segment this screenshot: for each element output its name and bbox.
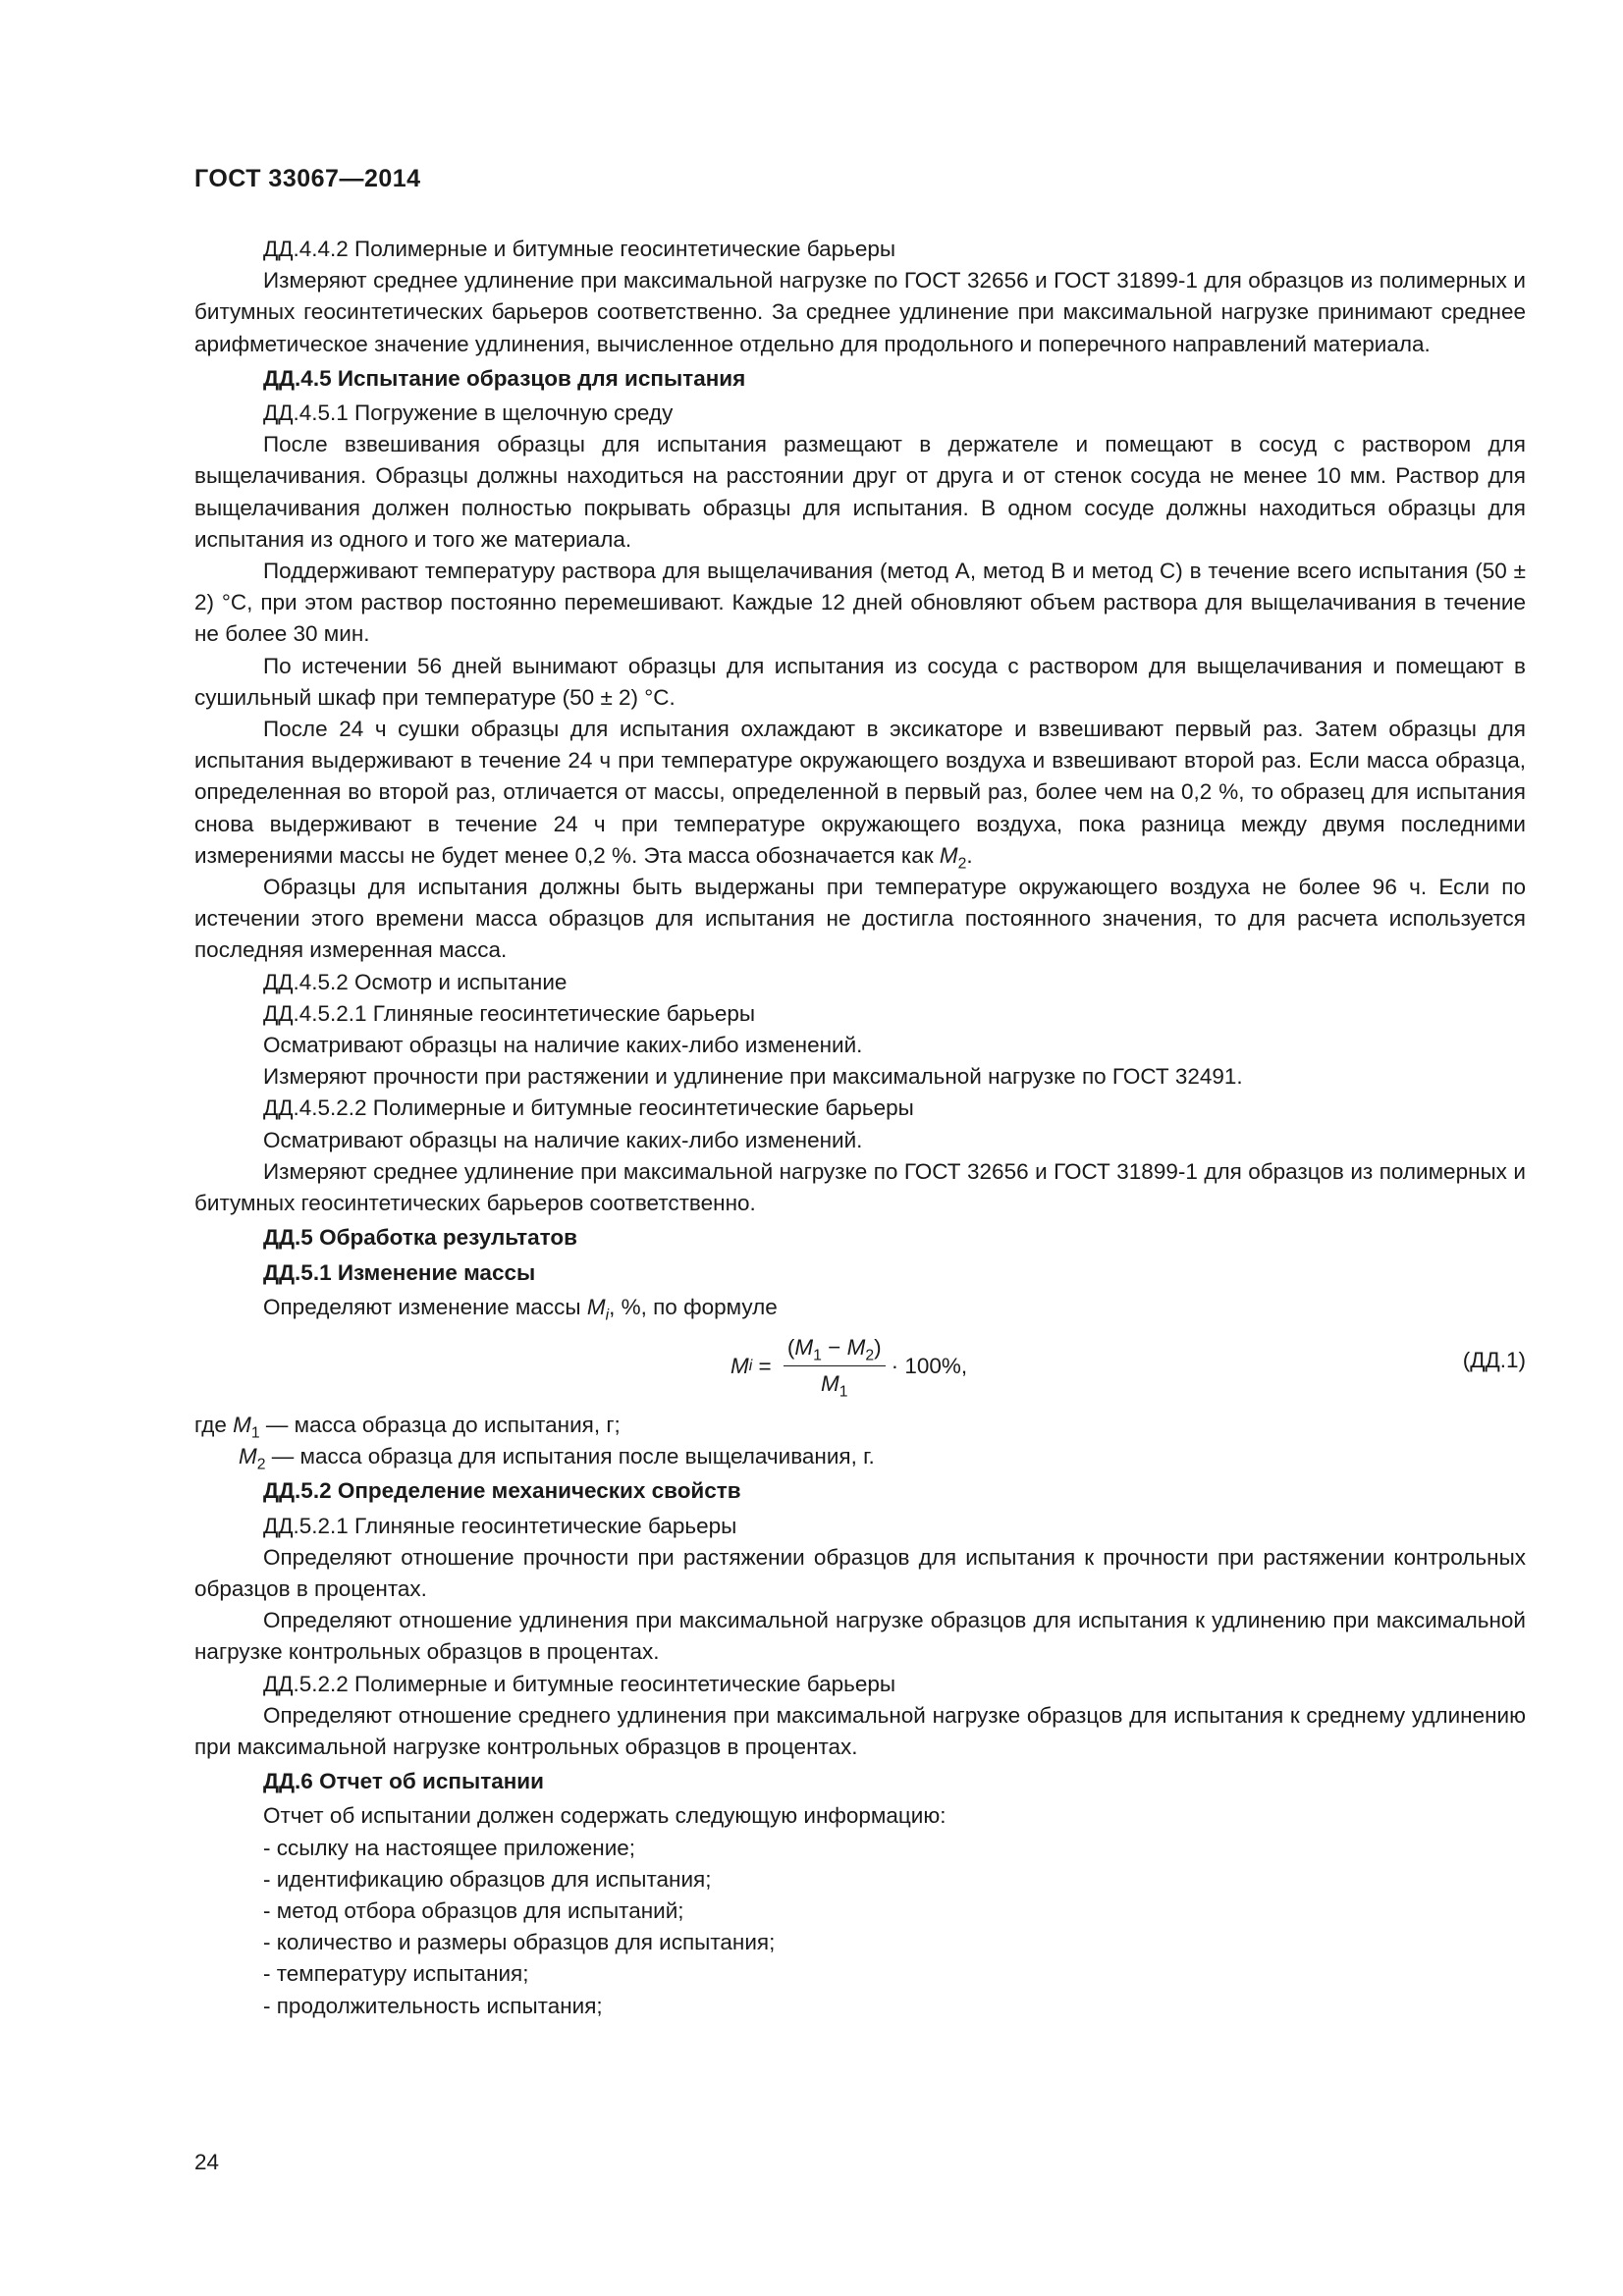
paragraph: Измеряют среднее удлинение при максимальной нагрузке по ГОСТ 32656 и ГОСТ 31899-1 для образцов из полимерных и битумных геосинтетических барьеров соответственно. bbox=[194, 1158, 1526, 1216]
section-heading: ДД.5 Обработка результатов bbox=[263, 1225, 577, 1251]
formula-block bbox=[194, 1325, 1526, 1408]
period: . bbox=[966, 842, 973, 868]
var-m: M bbox=[939, 842, 958, 868]
list-item: - метод отбора образцов для испытаний; bbox=[263, 1897, 684, 1923]
subscript: 2 bbox=[957, 855, 967, 873]
paragraph-text: После 24 ч сушки образцы для испытания охлаждают в эксикаторе и взвешивают первый раз. Затем образцы для испытания выдерживают в течение 24 ч при температуре окружающего воздуха и взвешивают второй раз. Если масса образца, определенная во второй раз, отличается от массы, определенной в первый раз, более чем на 0,2 %, то образец для испытания снова выдерживают в течение 24 ч при температуре окружающего воздуха, пока разница между двумя последними измерениями массы не будет менее 0,2 %. Эта масса обозначается как bbox=[194, 717, 1526, 868]
paragraph: ДД.4.5.2 Осмотр и испытание bbox=[263, 969, 568, 994]
fraction-denominator: $M_1$ bbox=[820, 1371, 848, 1401]
paragraph: ДД.4.4.2 Полимерные и битумные геосинтетические барьеры bbox=[263, 237, 896, 261]
fraction-numerator: $(M_1 - M_2)$ bbox=[784, 1332, 886, 1366]
section-heading: ДД.4.5 Испытание образцов для испытания bbox=[263, 365, 746, 391]
paragraph-mass-m2 bbox=[194, 714, 1526, 872]
where-prefix: где bbox=[194, 1412, 227, 1437]
document-body bbox=[194, 234, 1526, 2022]
times-100: · 100%, bbox=[891, 1353, 968, 1378]
section-heading: ДД.5.2 Определение механических свойств bbox=[263, 1478, 741, 1504]
subscript-i: i bbox=[605, 1307, 610, 1324]
formula bbox=[730, 1331, 967, 1402]
paragraph: Определяют отношение прочности при растяжении образцов для испытания к прочности при растяжении контрольных образцов в процентах. bbox=[194, 1544, 1526, 1601]
list-item: - ссылку на настоящее приложение; bbox=[263, 1835, 636, 1860]
var-m: M bbox=[730, 1353, 749, 1378]
document-header: ГОСТ 33067—2014 bbox=[194, 165, 421, 192]
list-item: - температуру испытания; bbox=[263, 1961, 529, 1987]
where-desc: — масса образца для испытания после выщелачивания, г. bbox=[265, 1444, 875, 1469]
paragraph: ДД.4.5.1 Погружение в щелочную среду bbox=[263, 400, 674, 426]
paragraph: Измеряют прочности при растяжении и удлинение при максимальной нагрузке по ГОСТ 32491. bbox=[263, 1064, 1243, 1090]
paragraph: Определяют отношение удлинения при максимальной нагрузке образцов для испытания к удлинению при максимальной нагрузке контрольных образцов в процентах. bbox=[194, 1608, 1526, 1665]
list-item: - продолжительность испытания; bbox=[263, 1993, 603, 2018]
paragraph: ДД.5.2.1 Глиняные геосинтетические барьеры bbox=[263, 1513, 737, 1538]
subscript-i: i bbox=[748, 1357, 753, 1374]
paragraph: ДД.4.5.2.2 Полимерные и битумные геосинтетические барьеры bbox=[263, 1095, 914, 1121]
paragraph: Поддерживают температуру раствора для выщелачивания (метод А, метод В и метод С) в течение всего испытания (50 ± 2) °С, при этом раствор постоянно перемешивают. Каждые 12 дней обновляют объем раствора для выщелачивания в течение не более 30 мин. bbox=[194, 559, 1526, 647]
page-number: 24 bbox=[194, 2150, 220, 2174]
paragraph: ДД.4.5.2.1 Глиняные геосинтетические барьеры bbox=[263, 1000, 756, 1026]
var-m: M bbox=[233, 1412, 251, 1437]
section-heading: ДД.5.1 Изменение массы bbox=[263, 1259, 536, 1285]
var-m: M bbox=[239, 1444, 257, 1469]
where-m1: где $M_1$ — масса образца до испытания, г; bbox=[194, 1412, 621, 1442]
paragraph-formula-intro bbox=[194, 1292, 1526, 1323]
var-m: M bbox=[586, 1294, 606, 1319]
fraction bbox=[784, 1332, 886, 1400]
paragraph: Осматривают образцы на наличие каких-либо изменений. bbox=[263, 1127, 863, 1152]
equals-sign: = bbox=[752, 1353, 778, 1378]
where-m2: $M_2$ — масса образца для испытания после выщелачивания, г. bbox=[239, 1444, 875, 1473]
paragraph: Измеряют среднее удлинение при максимальной нагрузке по ГОСТ 32656 и ГОСТ 31899-1 для образцов из полимерных и битумных геосинтетических барьеров соответственно. За среднее удлинение при максимальной нагрузке принимают среднее арифметическое значение удлинения, вычисленное отдельно для продольного и поперечного направлений материала. bbox=[194, 268, 1526, 356]
paragraph: По истечении 56 дней вынимают образцы для испытания из сосуда с раствором для выщелачивания и помещают в сушильный шкаф при температуре (50 ± 2) °С. bbox=[194, 653, 1526, 710]
paragraph: Отчет об испытании должен содержать следующую информацию: bbox=[263, 1803, 947, 1829]
paragraph: Определяют отношение среднего удлинения при максимальной нагрузке образцов для испытания к среднему удлинению при максимальной нагрузке контрольных образцов в процентах. bbox=[194, 1702, 1526, 1759]
list-item: - количество и размеры образцов для испытания; bbox=[263, 1930, 776, 1955]
paragraph: После взвешивания образцы для испытания размещают в держателе и помещают в сосуд с раствором для выщелачивания. Образцы должны находиться на расстоянии друг от друга и от стенок сосуда не менее 10 мм. Раствор для выщелачивания должен полностью покрывать образцы для испытания. В одном сосуде должны находиться образцы для испытания из одного и того же материала. bbox=[194, 432, 1526, 552]
section-heading: ДД.6 Отчет об испытании bbox=[263, 1769, 544, 1794]
paragraph-text: Определяют изменение массы bbox=[263, 1294, 581, 1319]
paragraph-text: , %, по формуле bbox=[609, 1294, 778, 1319]
paragraph: Образцы для испытания должны быть выдержаны при температуре окружающего воздуха не более 96 ч. Если по истечении этого времени масса образцов для испытания не достигла постоянного значения, то для расчета используется последняя измеренная масса. bbox=[194, 875, 1526, 963]
where-desc: — масса образца до испытания, г; bbox=[259, 1412, 621, 1437]
paragraph: Осматривают образцы на наличие каких-либо изменений. bbox=[263, 1033, 863, 1058]
list-item: - идентификацию образцов для испытания; bbox=[263, 1866, 712, 1892]
paragraph: ДД.5.2.2 Полимерные и битумные геосинтетические барьеры bbox=[263, 1671, 896, 1696]
equation-number: (ДД.1) bbox=[1462, 1347, 1526, 1372]
